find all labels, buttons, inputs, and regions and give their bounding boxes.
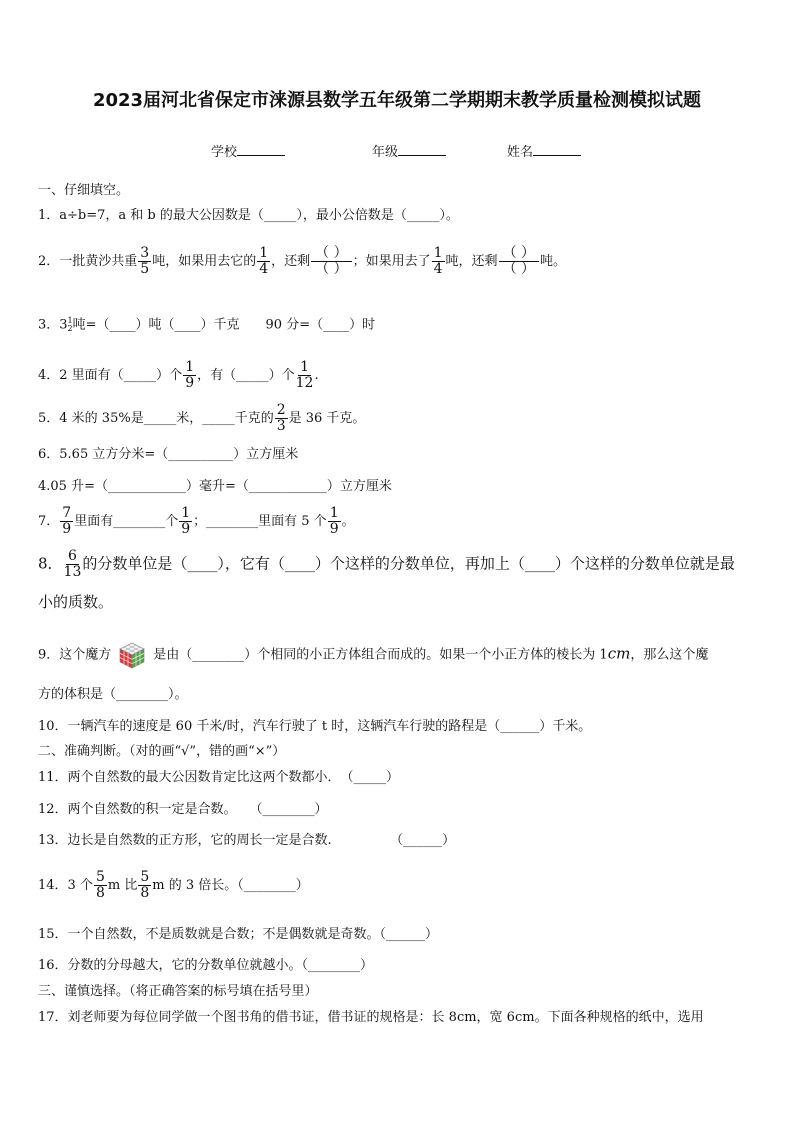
fraction: $\frac{1}{4}$ bbox=[259, 245, 269, 277]
q4-text-a: 4．2 里面有（_____）个 bbox=[38, 368, 183, 383]
grade-label: 年级 bbox=[372, 145, 399, 160]
q5-text-a: 5．4 米的 35%是_____米，_____千克的 bbox=[38, 411, 274, 426]
section-3-heading: 三、谨慎选择。（将正确答案的标号填在括号里） bbox=[38, 984, 318, 999]
q2-text-d: ；如果用去了 bbox=[352, 254, 431, 269]
page-title: 2023届河北省保定市涞源县数学五年级第二学期期末教学质量检测模拟试题 bbox=[92, 90, 702, 111]
question-5 bbox=[38, 403, 365, 434]
school-label: 学校 bbox=[211, 145, 238, 160]
question-4 bbox=[38, 360, 319, 391]
name-label: 姓名 bbox=[507, 145, 534, 160]
fraction: $\frac{6}{13}$ bbox=[63, 548, 82, 580]
school-field bbox=[211, 141, 285, 160]
q2-text-c: ，还剩 bbox=[271, 254, 311, 269]
fraction: $\frac{1}{9}$ bbox=[329, 505, 339, 537]
q7-text-d: 。 bbox=[341, 514, 355, 529]
question-16: 16．分数的分母越大，它的分数单位就越小。（________） bbox=[38, 958, 374, 973]
school-blank[interactable] bbox=[237, 143, 285, 156]
question-9-cont: 方的体积是（________）。 bbox=[38, 687, 188, 702]
question-12: 12．两个自然数的积一定是合数。 （________） bbox=[38, 802, 328, 817]
q7-text-a: 7． bbox=[38, 514, 60, 529]
q9-text-b: 是由（________）个相同的小正方体组合而成的。如果一个小正方体的棱长为 1 bbox=[153, 647, 608, 663]
fraction: $\frac{5}{8}$ bbox=[95, 869, 105, 901]
q8-text-a: 8． bbox=[38, 554, 63, 573]
question-8-cont: 小的质数。 bbox=[38, 593, 114, 611]
fraction: $\frac{5}{8}$ bbox=[140, 869, 150, 901]
question-6b: 4.05 升=（____________）毫升=（____________）立方厘米 bbox=[38, 479, 392, 494]
rubiks-cube-icon bbox=[117, 640, 147, 670]
question-17: 17．刘老师要为每位同学做一个图书角的借书证，借书证的规格是：长 8cm，宽 6cm。下面各种规格的纸中，选用 bbox=[38, 1010, 704, 1025]
fraction: $\frac{3}{5}$ bbox=[140, 245, 150, 277]
fraction: $\frac{1}{4}$ bbox=[433, 245, 443, 277]
grade-blank[interactable] bbox=[398, 143, 446, 156]
q3-text-b: 吨=（____）吨（____）千克 90 分=（____）时 bbox=[72, 317, 376, 333]
fraction: $\frac{1}{9}$ bbox=[181, 505, 191, 537]
question-2 bbox=[38, 246, 566, 277]
q9-text-c: ，那么这个魔 bbox=[630, 647, 709, 663]
fraction: $\frac{7}{9}$ bbox=[62, 505, 72, 537]
fraction: $\frac{2}{3}$ bbox=[276, 402, 286, 434]
question-14 bbox=[38, 870, 309, 901]
question-9 bbox=[38, 640, 708, 670]
name-blank[interactable] bbox=[533, 143, 581, 156]
answer-fraction-blank[interactable]: $\frac{( )}{( )}$ bbox=[499, 246, 539, 277]
answer-fraction-blank[interactable]: $\frac{( )}{( )}$ bbox=[311, 246, 351, 277]
grade-field bbox=[372, 141, 446, 160]
section-2-heading: 二、准确判断。（对的画“√”，错的画“×”） bbox=[38, 744, 286, 759]
q2-text-e: 吨，还剩 bbox=[445, 254, 498, 269]
fraction: $\frac{1}{9}$ bbox=[185, 359, 195, 391]
question-8 bbox=[38, 549, 735, 580]
q7-text-b: 里面有________个 bbox=[74, 514, 179, 529]
q4-text-b: ，有（_____）个 bbox=[197, 368, 295, 383]
q7-text-c: ；________里面有 5 个 bbox=[193, 514, 327, 529]
q2-text-a: 2．一批黄沙共重 bbox=[38, 254, 138, 269]
question-1: 1．a÷b=7，a 和 b 的最大公因数是（_____），最小公倍数是（_____）。 bbox=[38, 208, 459, 223]
section-1-heading: 一、仔细填空。 bbox=[38, 183, 130, 198]
fraction: $\frac{1}{12}$ bbox=[295, 359, 314, 391]
q2-text-b: 吨，如果用去它的 bbox=[152, 254, 257, 269]
q14-text-c: m 的 3 倍长。（________） bbox=[152, 878, 309, 893]
question-15: 15．一个自然数，不是质数就是合数；不是偶数就是奇数。（______） bbox=[38, 927, 439, 942]
q4-text-c: . bbox=[314, 368, 319, 383]
q9-text-a: 9．这个魔方 bbox=[38, 647, 112, 663]
question-6: 6．5.65 立方分米=（__________）立方厘米 bbox=[38, 447, 299, 462]
question-3 bbox=[38, 317, 375, 334]
q9-unit: cm bbox=[607, 644, 631, 663]
q14-text-b: m 比 bbox=[107, 878, 138, 893]
name-field bbox=[507, 141, 581, 160]
q8-text-b: 的分数单位是（____），它有（____）个这样的分数单位，再加上（____）个这样的分数单位就是最 bbox=[82, 554, 735, 573]
q5-text-b: 是 36 千克。 bbox=[288, 411, 366, 426]
q3-text-a: 3．3 bbox=[38, 317, 68, 333]
q2-text-f: 吨。 bbox=[540, 254, 567, 269]
question-13: 13．边长是自然数的正方形，它的周长一定是合数. （______） bbox=[38, 833, 456, 848]
question-7 bbox=[38, 506, 355, 537]
small-fraction: 1 2 bbox=[67, 316, 73, 333]
question-11: 11．两个自然数的最大公因数肯定比这两个数都小． （_____） bbox=[38, 770, 400, 785]
q14-text-a: 14．3 个 bbox=[38, 878, 93, 893]
question-10: 10．一辆汽车的速度是 60 千米/时，汽车行驶了 t 时，这辆汽车行驶的路程是（______）千米。 bbox=[38, 719, 592, 734]
